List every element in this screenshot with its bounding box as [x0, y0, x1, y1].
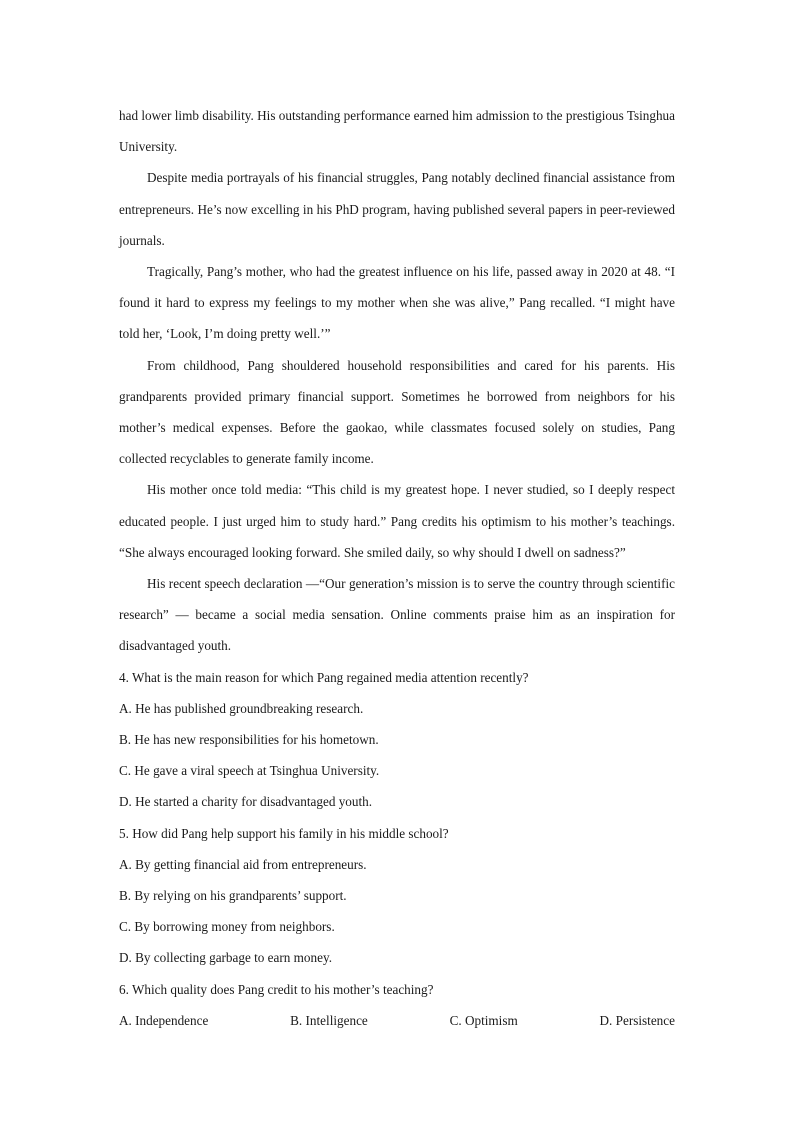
passage-paragraph-6: His recent speech declaration —“Our generation’s mission is to serve the country through scientific research” — became a social media sensation. Online comments praise him as an inspiration for disadvantaged youth. [119, 576, 675, 654]
option-b: B. By relying on his grandparents’ support. [119, 888, 347, 904]
passage-paragraph-4: From childhood, Pang shouldered household responsibilities and cared for his parents. His grandparents provided primary financial support. Sometimes he borrowed from neighbors for his mother’s medical expenses. Before the gaokao, while classmates focused solely on studies, Pang collected recyclables to generate family income. [119, 357, 675, 467]
passage-paragraph-3: Tragically, Pang’s mother, who had the greatest influence on his life, passed away in 2020 at 48. “I found it hard to express my feelings to my mother when she was alive,” Pang recalled. “I might have told her, ‘Look, I’m doing pretty well.’” [119, 264, 675, 342]
option-c: C. By borrowing money from neighbors. [119, 919, 335, 935]
passage-paragraph-2: Despite media portrayals of his financial struggles, Pang notably declined financial assistance from entrepreneurs. He’s now excelling in his PhD program, having published several papers in peer-reviewed journals. [119, 170, 675, 248]
question-6 [119, 974, 675, 1036]
option-a: A. Independence [119, 1012, 209, 1028]
question-4 [119, 662, 675, 818]
option-d: D. Persistence [599, 1012, 675, 1028]
option-b: B. He has new responsibilities for his hometown. [119, 732, 379, 748]
option-a: A. He has published groundbreaking research. [119, 700, 364, 716]
option-b: B. Intelligence [290, 1012, 368, 1028]
question-stem: 4. What is the main reason for which Pang regained media attention recently? [119, 669, 529, 685]
passage-paragraph-5: His mother once told media: “This child is my greatest hope. I never studied, so I deeply respect educated people. I just urged him to study hard.” Pang credits his optimism to his mother’s teachings. “She always encouraged looking forward. She smiled daily, so why should I dwell on sadness?” [119, 482, 675, 560]
question-stem: 6. Which quality does Pang credit to his mother’s teaching? [119, 981, 434, 997]
reading-passage [119, 100, 675, 662]
question-stem: 5. How did Pang help support his family in his middle school? [119, 825, 449, 841]
question-5 [119, 818, 675, 974]
option-d: D. By collecting garbage to earn money. [119, 950, 333, 966]
option-a: A. By getting financial aid from entrepreneurs. [119, 856, 367, 872]
options-row [119, 1005, 675, 1036]
passage-paragraph-1: had lower limb disability. His outstanding performance earned him admission to the prestigious Tsinghua University. [119, 108, 675, 155]
option-d: D. He started a charity for disadvantaged youth. [119, 794, 373, 810]
option-c: C. He gave a viral speech at Tsinghua University. [119, 763, 380, 779]
option-c: C. Optimism [449, 1012, 518, 1028]
